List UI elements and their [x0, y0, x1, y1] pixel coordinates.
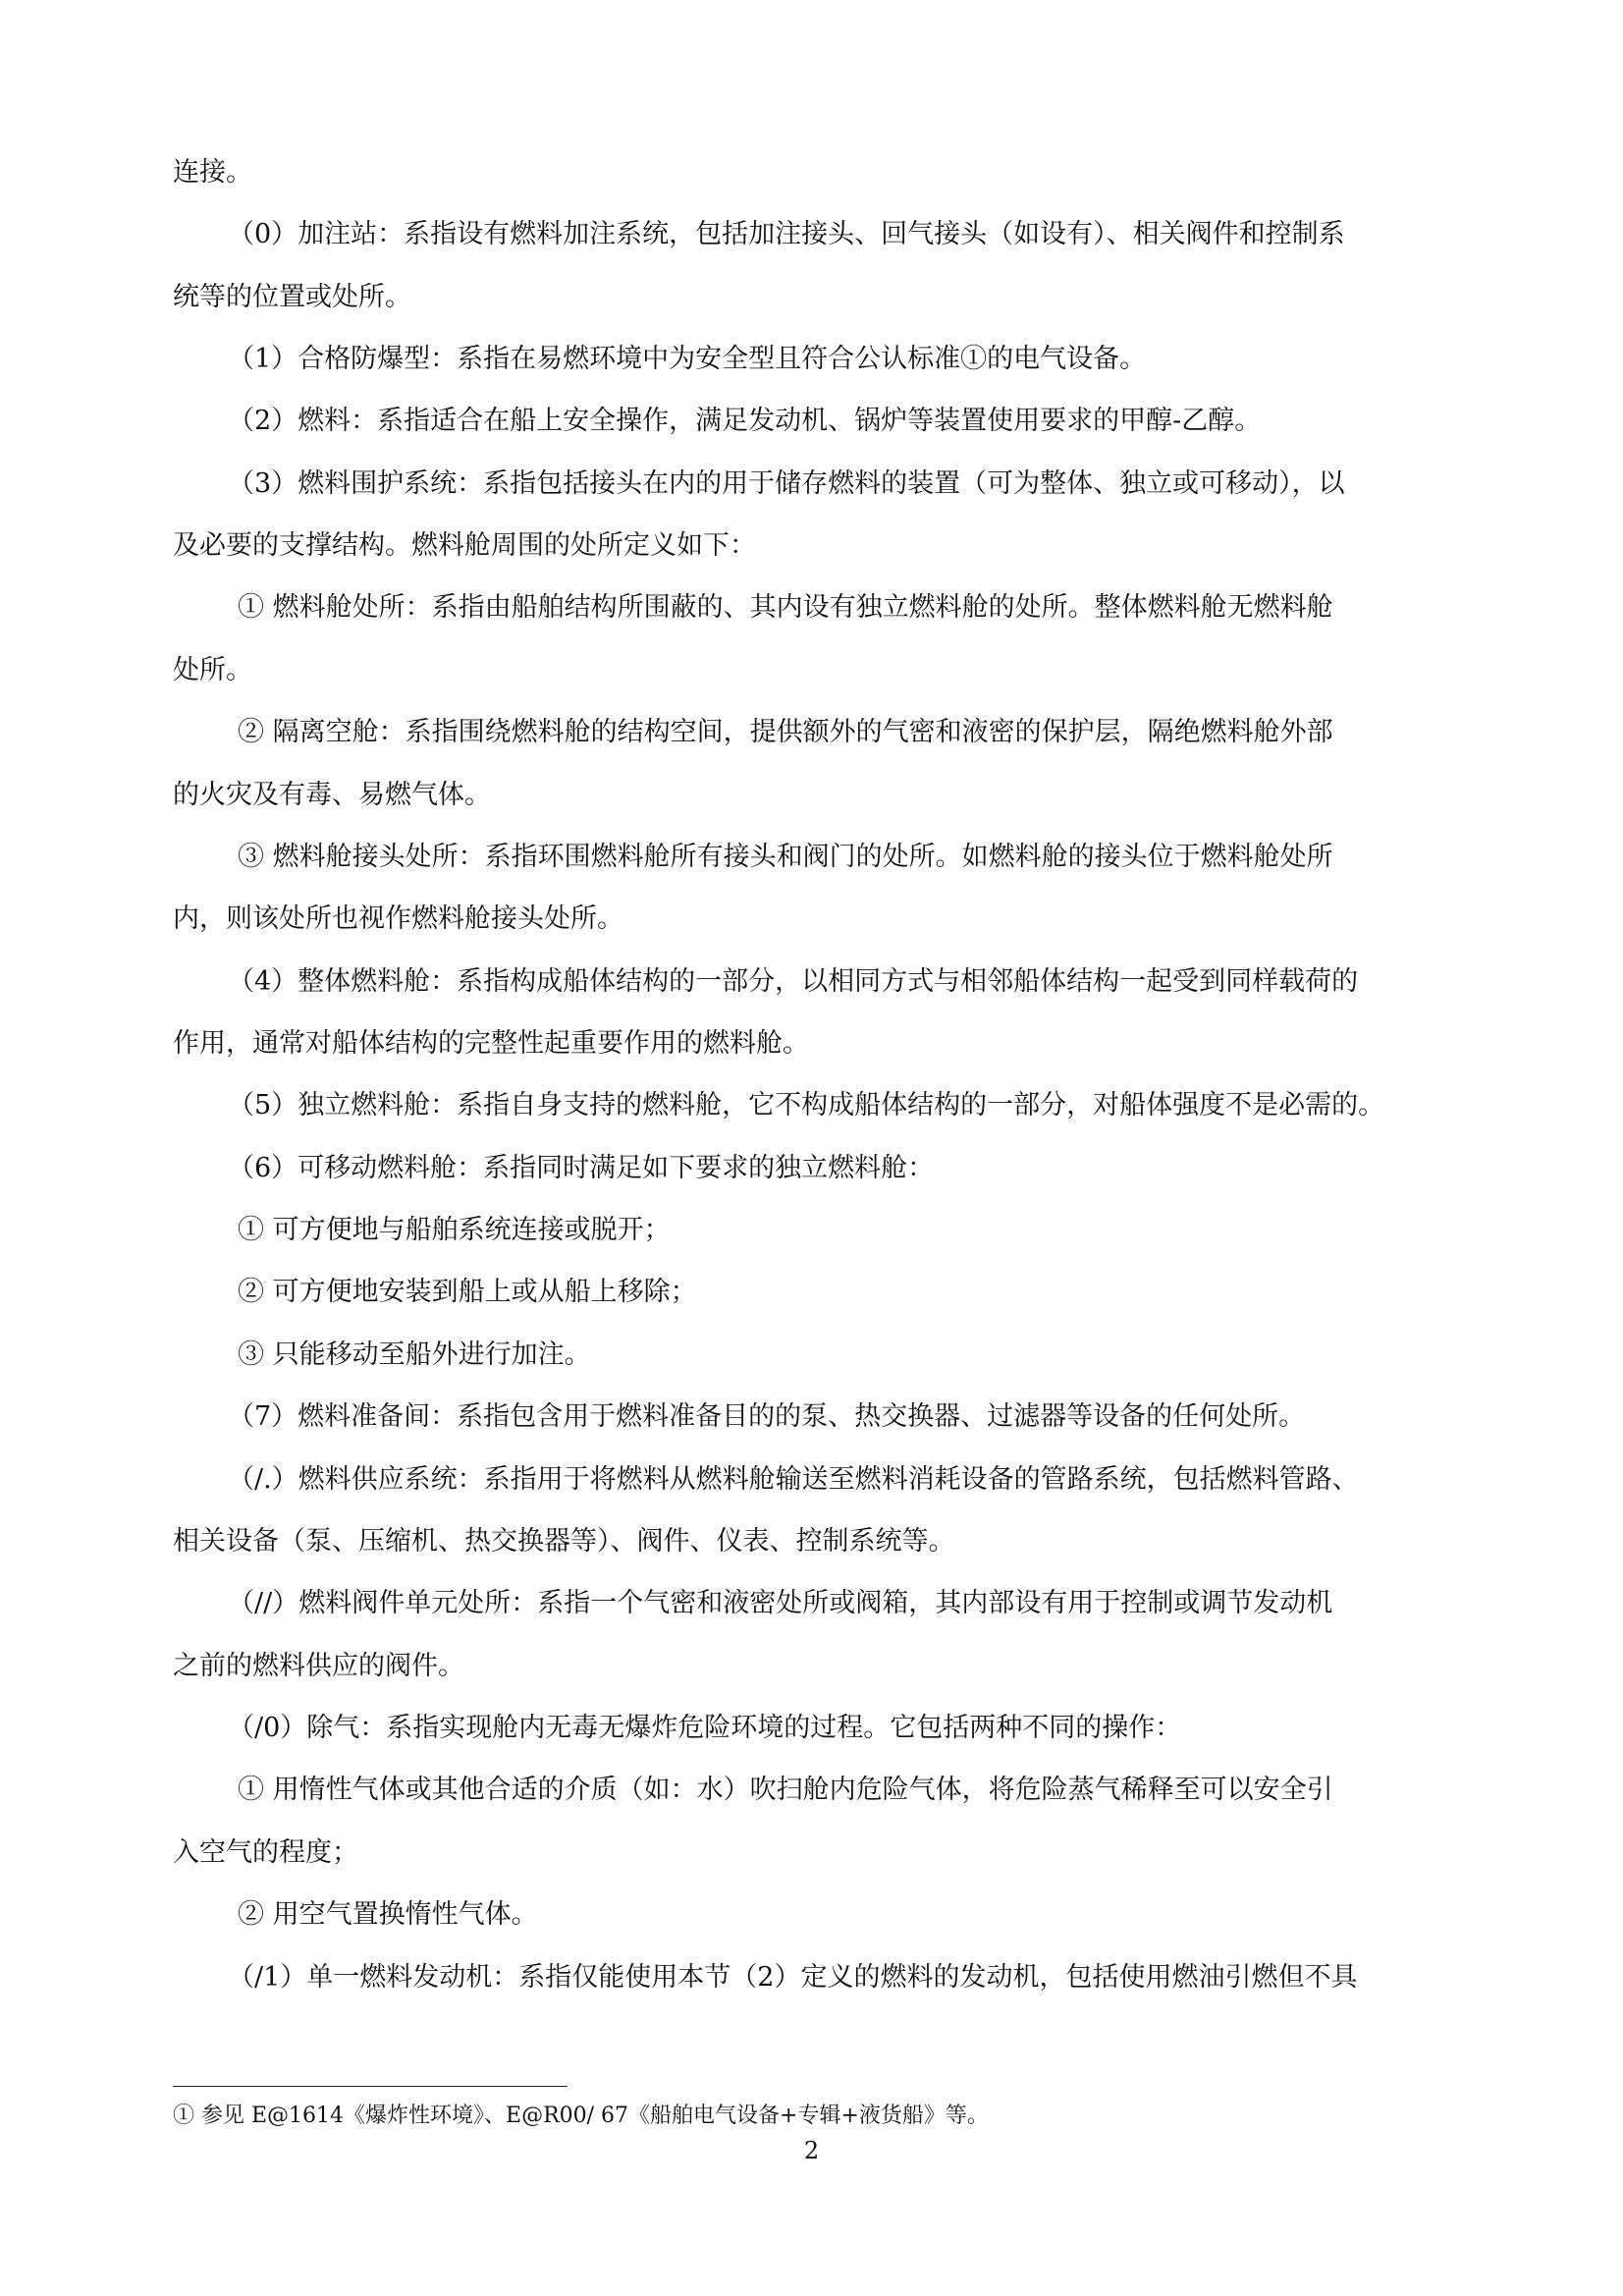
text-line: （7）燃料准备间：系指包含用于燃料准备目的的泵、热交换器、过滤器等设备的任何处所。: [228, 1401, 1306, 1432]
footnote: ① 参见 E@1614《爆炸性环境》、E@R00/ 67《船舶电气设备+专辑+液货船》等。: [173, 2104, 989, 2128]
text-line: ① 用惰性气体或其他合适的介质（如：水）吹扫舱内危险气体，将危险蒸气稀释至可以安全引: [238, 1775, 1333, 1805]
text-line: 作用，通常对船体结构的完整性起重要作用的燃料舱。: [173, 1028, 809, 1059]
text-line: （6）可移动燃料舱：系指同时满足如下要求的独立燃料舱：: [228, 1153, 935, 1183]
text-line: （4）整体燃料舱：系指构成船体结构的一部分，以相同方式与相邻船体结构一起受到同样载荷的: [228, 966, 1359, 997]
page-number: 2: [803, 2137, 820, 2164]
text-line: 统等的位置或处所。: [173, 282, 411, 312]
text-line: ② 用空气置换惰性气体。: [238, 1899, 538, 1930]
footnote-divider: [173, 2086, 568, 2087]
text-line: 连接。: [173, 157, 252, 188]
text-line: 及必要的支撑结构。燃料舱周围的处所定义如下：: [173, 530, 756, 561]
text-line: ③ 只能移动至船外进行加注。: [238, 1339, 591, 1370]
text-line: （5）独立燃料舱：系指自身支持的燃料舱，它不构成船体结构的一部分，对船体强度不是必需的。: [228, 1090, 1385, 1121]
text-line: （//）燃料阀件单元处所：系指一个气密和液密处所或阀箱，其内部设有用于控制或调节发动机: [228, 1588, 1333, 1618]
text-line: 处所。: [173, 655, 252, 685]
text-line: ① 可方便地与船舶系统连接或脱开；: [238, 1215, 671, 1245]
text-line: （/0）除气：系指实现舱内无毒无爆炸危险环境的过程。它包括两种不同的操作：: [228, 1713, 1182, 1743]
text-line: ③ 燃料舱接头处所：系指环围燃料舱所有接头和阀门的处所。如燃料舱的接头位于燃料舱处所: [238, 842, 1333, 872]
text-line: 相关设备（泵、压缩机、热交换器等）、阀件、仪表、控制系统等。: [173, 1526, 955, 1557]
text-line: （1）合格防爆型：系指在易燃环境中为安全型且符合公认标准①的电气设备。: [228, 344, 1147, 374]
text-line: ② 隔离空舱：系指围绕燃料舱的结构空间，提供额外的气密和液密的保护层，隔绝燃料舱外部: [238, 717, 1333, 747]
text-line: （2）燃料：系指适合在船上安全操作，满足发动机、锅炉等装置使用要求的甲醇-乙醇。: [228, 406, 1262, 436]
text-line: （0）加注站：系指设有燃料加注系统，包括加注接头、回气接头（如设有）、相关阀件和控制系: [228, 219, 1345, 249]
text-line: 内，则该处所也视作燃料舱接头处所。: [173, 903, 623, 934]
text-line: 入空气的程度；: [173, 1837, 358, 1868]
text-line: （3）燃料围护系统：系指包括接头在内的用于储存燃料的装置（可为整体、独立或可移动），以: [228, 468, 1345, 499]
text-line: ① 燃料舱处所：系指由船舶结构所围蔽的、其内设有独立燃料舱的处所。整体燃料舱无燃料舱: [238, 592, 1333, 623]
text-line: （/.）燃料供应系统：系指用于将燃料从燃料舱输送至燃料消耗设备的管路系统，包括燃料管路、: [228, 1464, 1359, 1495]
text-line: （/1）单一燃料发动机：系指仅能使用本节（2）定义的燃料的发动机，包括使用燃油引燃但不具: [228, 1962, 1358, 1993]
text-line: ② 可方便地安装到船上或从船上移除；: [238, 1277, 697, 1307]
text-line: 之前的燃料供应的阀件。: [173, 1651, 464, 1681]
text-line: 的火灾及有毒、易燃气体。: [173, 780, 491, 810]
